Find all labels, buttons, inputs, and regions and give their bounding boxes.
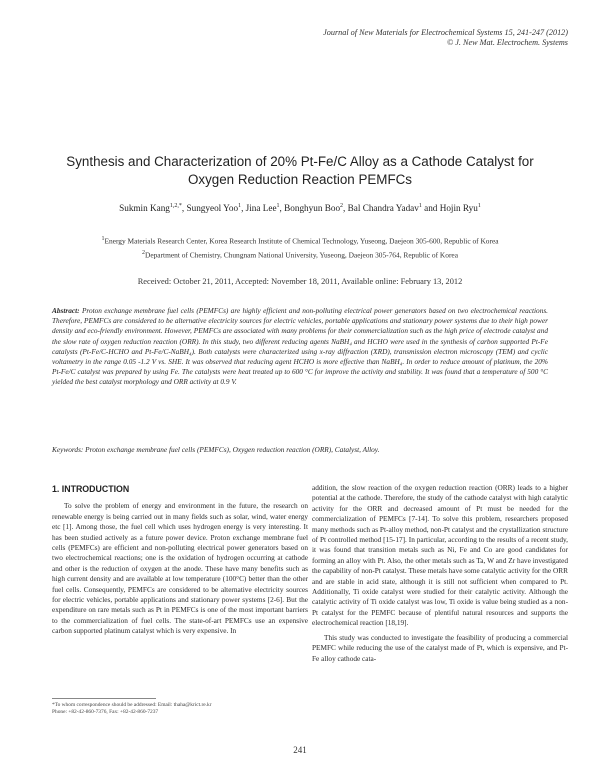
author-separator: ,: [343, 203, 348, 214]
author-separator: ,: [181, 203, 187, 214]
title-line-2: Oxygen Reduction Reaction PEMFCs: [187, 172, 413, 187]
author-name: Bal Chandra Yadav: [347, 203, 419, 214]
author-affiliation-marker: 1: [477, 203, 481, 209]
abstract-text: Proton exchange membrane fuel cells (PEMFCs) are highly efficient and non-polluting electrical power generators based on two electrochemical reactions. Therefore, PEMFCs are considered to be alternative electricity sources for electric vehicles, portable applications and stationary power systems due to their high power density and eco-friendly environment. However, PEMFCs are associated with many problems for their commercialization such as the high price of electrode catalyst and the slow rate of oxygen reduction reaction (ORR). In this study, two different reducing agents NaBH₄ and HCHO were used in the synthesis of carbon supported Pt-Fe catalysts (Pt-Fe/C-HCHO and Pt-Fe/C-NaBH₄). Both catalysts were characterized using x-ray diffraction (XRD), transmission electron microscopy (TEM) and cyclic voltametry in the range 0.05 -1.2 V vs. SHE. It was observed that reducing agent HCHO is more effective than NaBH₄. In order to reduce amount of platinum, the 20% Pt-Fe/C catalyst was prepared by using Fe. The catalysts were heat treated up to 600 °C for improve the activity and stability. It was found that a temperature of 500 °C yielded the best catalyst morphology and ORR activity at 0.9 V.: [52, 306, 549, 387]
footnote-rule: [52, 698, 156, 699]
title-line-1: Synthesis and Characterization of 20% Pt-Fe/C Alloy as a Cathode Catalyst for: [66, 154, 534, 169]
author-separator: and: [421, 203, 440, 214]
affiliation-2: [40, 250, 560, 259]
page-number: 241: [293, 745, 307, 755]
author-separator: ,: [241, 203, 246, 214]
author-name: Hojin Ryu: [439, 203, 478, 214]
affiliation-2-marker: 2: [141, 250, 145, 256]
footnote-phone: Phone: +82-42-860-7376, Fax: +82-42-860-7237: [52, 709, 159, 715]
paper-title: [40, 153, 560, 189]
author-affiliation-marker: 2: [340, 203, 344, 209]
affiliation-2-text: Department of Chemistry, Chungnam National University, Yuseong, Daejeon 305-764, Republic of Korea: [144, 250, 458, 260]
intro-paragraph-2: addition, the slow reaction of the oxygen reduction reaction (ORR) leads to a higher potential at the cathode. Therefore, the study of the cathode catalyst with high catalytic activity for the ORR and decreased amount of Pt must be needed for the commercialization of PEMFCs [7-14]. To solve this problem, researchers proposed many methods such as Pt-alloy method, non-Pt catalyst and the crystallization structure of Pt controlled method [15-17]. In particular, according to the results of a recent study, it was found that transition metals such as Ni, Fe and Co are good candidates for forming an alloy with Pt. Also, the other metals such as Ta, W and Zr have investigated the capability of non-Pt catalyst. These metals have some catalytic activity for the ORR and are stable in acid state, although it is still not sufficient when compared to Pt. Additionally, Ti oxide catalyst were studied for their catalytic activity. Although the catalytic activity of Ti oxide catalyst was low, Ti oxide is value being studied as a non-Pt catalyst for the PEMFC because of plentiful natural resources and supports the electrochemical reaction [18,19].: [312, 483, 568, 628]
affiliation-1-text: Energy Materials Research Center, Korea Research Institute of Chemical Technology, Yuseong, Daejeon 305-600, Republic of Korea: [104, 236, 499, 246]
author-name: Bonghyun Boo: [284, 203, 341, 214]
author-name: Sungyeol Yoo: [186, 203, 239, 214]
affiliation-1-marker: 1: [101, 236, 105, 242]
author-list: [40, 203, 560, 213]
journal-copyright: © J. New Mat. Electrochem. Systems: [447, 38, 568, 47]
author-affiliation-marker: 1: [238, 203, 242, 209]
author-separator: ,: [279, 203, 285, 214]
abstract-label: Abstract:: [52, 306, 80, 315]
intro-paragraph-3: This study was conducted to investigate the feasibility of producing a commercial PEMFC while reducing the use of the catalyst made of Pt, which is expensive, and Pt-Fe alloy cathode cata-: [312, 632, 568, 663]
right-column: [312, 483, 568, 664]
received-dates: Received: October 21, 2011, Accepted: November 18, 2011, Available online: February 13, 2012: [137, 277, 463, 286]
intro-paragraph-1: To solve the problem of energy and environment in the future, the research on renewable energy is being carried out in many fields such as solar, wind, water energy etc [1]. Among those, the fuel cell which uses hydrogen energy is very interesting. It has been studied actively as a future power device. Proton exchange membrane fuel cells (PEMFCs) are efficient and non-polluting electrical power generators based on two electrochemical reactions; one is the oxidation of hydrogen occurring at cathode and other is the reduction of oxygen at the anode. These have many benefits such as high current density and are available at low temperature (100°C) better than the other fuel cells. Consequently, PEMFCs are considered to be alternative electricity sources for electric vehicles, portable applications and stationary power systems [2-6]. But the expenditure on rare metals such as Pt in PEMFCs is one of the most important barriers to the commercialization of fuel cells. The state-of-art PEMFCs use an expensive carbon supported platinum catalyst which is very expensive. In: [52, 501, 308, 636]
author-affiliation-marker: 1: [418, 203, 422, 209]
footnote-correspondence: *To whom correspondence should be addressed: Email: thaha@krict.re.kr: [52, 702, 212, 708]
journal-citation: Journal of New Materials for Electrochemical Systems 15, 241-247 (2012): [323, 28, 568, 37]
abstract: [52, 306, 548, 388]
author-affiliation-marker: 1: [276, 203, 280, 209]
journal-header: [323, 28, 568, 48]
footnote: [52, 702, 308, 716]
author-affiliation-marker: 1,2,*: [169, 203, 182, 209]
left-column: [52, 484, 308, 637]
author-name: Jina Lee: [245, 203, 277, 214]
affiliation-1: [40, 236, 560, 245]
section-heading-introduction: 1. INTRODUCTION: [52, 484, 130, 494]
keywords: Keywords: Proton exchange membrane fuel cells (PEMFCs), Oxygen reduction reaction (ORR), Catalyst, Alloy.: [52, 445, 380, 454]
author-name: Sukmin Kang: [119, 203, 170, 214]
